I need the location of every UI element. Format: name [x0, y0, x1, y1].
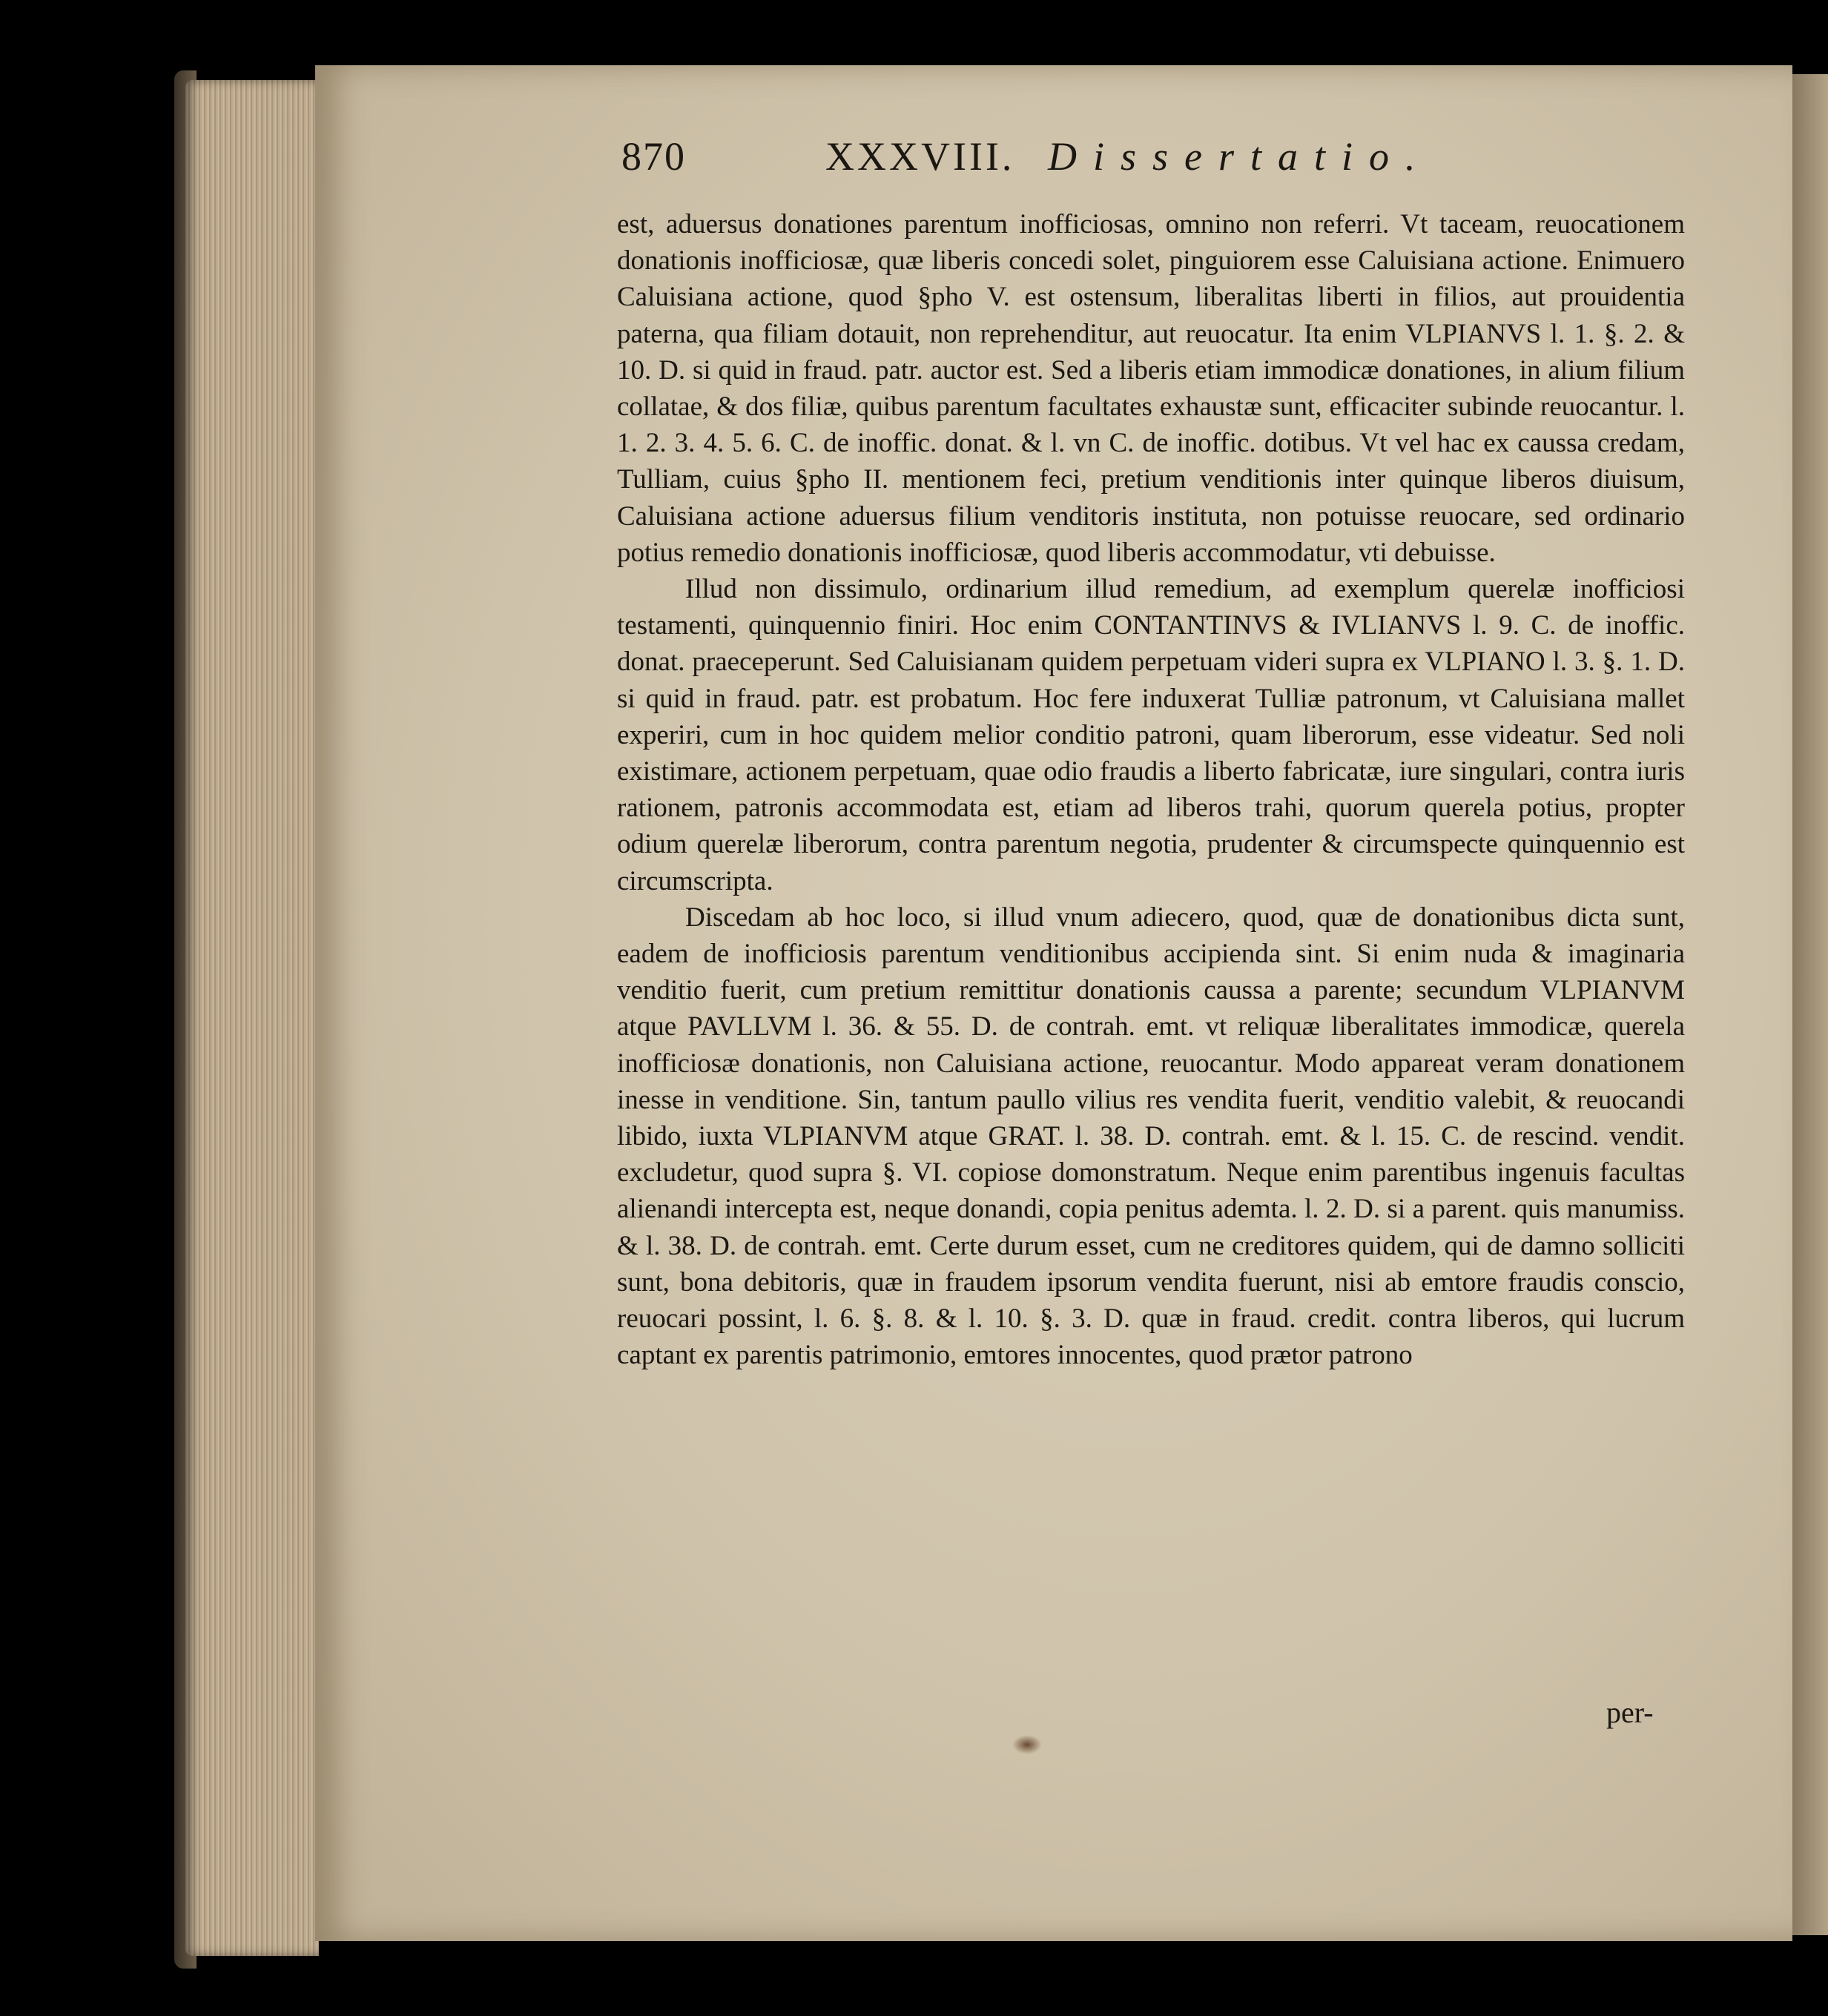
- paragraph: est, aduersus donationes parentum inofficiosas, omnino non referri. Vt taceam, reuocationem donationis inofficiosæ, quæ liberis concedi solet, pinguiorem esse Caluisiana actione. Enimuero Caluisiana actione, quod §pho V. est ostensum, liberalitas liberti in filios, aut prouidentia paterna, qua filiam dotauit, non reprehenditur, aut reuocatur. Ita enim VLPIANVS l. 1. §. 2. & 10. D. si quid in fraud. patr. auctor est. Sed a liberis etiam immodicæ donationes, in alium filium collatae, & dos filiæ, quibus parentum facultates exhaustæ sunt, efficaciter subinde reuocantur. l. 1. 2. 3. 4. 5. 6. C. de inoffic. donat. & l. vn C. de inoffic. dotibus. Vt vel hac ex caussa credam, Tulliam, cuius §pho II. mentionem feci, pretium venditionis inter quinque liberos diuisum, Caluisiana actione aduersus filium venditoris instituta, non potuisse reuocare, sed ordinario potius remedio donationis inofficiosæ, quod liberis accommodatur, vti debuisse.: [617, 209, 1685, 568]
- paragraph: Discedam ab hoc loco, si illud vnum adiecero, quod, quæ de donationibus dicta sunt, eadem de inofficiosis parentum venditionibus accipienda sint. Si enim nuda & imaginaria venditio fuerit, cum pretium remittitur donationis caussa a parente; secundum VLPIANVM atque PAVLLVM l. 36. & 55. D. de contrah. emt. vt reliquæ liberalitates immodicæ, querela inofficiosæ donationis, non Caluisiana actione, reuocantur. Modo appareat veram donationem inesse in venditione. Sin, tantum paullo vilius res vendita fuerit, venditio valebit, & reuocandi libido, iuxta VLPIANVM atque GRAT. l. 38. D. contrah. emt. & l. 15. C. de rescind. vendit. excludetur, quod supra §. VI. copiose domonstratum. Neque enim parentibus ingenuis facultas alienandi intercepta est, neque donandi, copia penitus ademta. l. 2. D. si a parent. quis manumiss. & l. 38. D. de contrah. emt. Certe durum esset, cum ne creditores quidem, qui de damno solliciti sunt, bona debitoris, quæ in fraudem ipsorum vendita fuerunt, nisi ab emtore fraudis conscio, reuocari possint, l. 6. §. 8. & l. 10. §. 3. D. quæ in fraud. credit. contra liberos, qui lucrum captant ex parentis patrimonio, emtores innocentes, quod prætor patrono: [617, 902, 1685, 1371]
- dissertation-number: XXXVIII.: [825, 134, 1015, 179]
- body-text: [617, 206, 1685, 1374]
- paragraph: Illud non dissimulo, ordinarium illud remedium, ad exemplum querelæ inofficiosi testamenti, quinquennio finiri. Hoc enim CONTANTINVS & IVLIANVS l. 9. C. de inoffic. donat. praeceperunt. Sed Caluisianam quidem perpetuam videri supra ex VLPIANO l. 3. §. 1. D. si quid in fraud. patr. est probatum. Hoc fere induxerat Tulliæ patronum, vt Caluisiana mallet experiri, cum in hoc quidem melior conditio patroni, quam liberorum, esse videatur. Sed noli existimare, actionem perpetuam, quae odio fraudis a liberto fabricatæ, iure singulari, contra iuris rationem, patronis accommodata est, etiam ad liberos trahi, quorum querela potius, propter odium querelæ liberorum, contra parentum negotia, prudenter & circumspecte quinquennio est circumscripta.: [617, 574, 1685, 896]
- ink-smudge: [1012, 1735, 1042, 1754]
- catchword: per-: [1606, 1696, 1654, 1729]
- page-edges: [185, 80, 319, 1956]
- running-title: Dissertatio.: [1048, 134, 1432, 179]
- page-number: 870: [621, 134, 686, 179]
